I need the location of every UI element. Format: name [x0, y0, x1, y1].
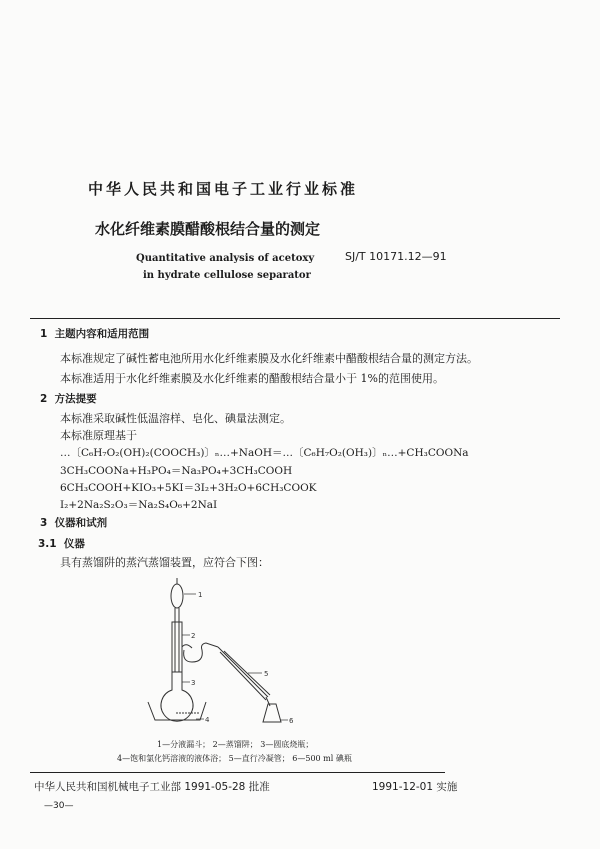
separatory-funnel: [171, 584, 183, 608]
section-1-para-2: 本标准适用于水化纤维素膜及水化纤维素的醋酸根结合量小于 1%的范围使用。: [60, 372, 444, 385]
section-3-1-heading: 3.1 仪器: [38, 538, 85, 550]
figure-caption-line1: 1—分液漏斗； 2—蒸馏阱； 3—圆底烧瓶；: [157, 740, 314, 749]
condenser: [218, 647, 270, 700]
label-3: 3: [191, 679, 196, 687]
label-2: 2: [191, 632, 196, 640]
equation-3: 6CH₃COOH+KIO₃+5KI＝3I₂+3H₂O+6CH₃COOK: [60, 482, 317, 494]
section-3-heading: 3 仪器和试剂: [40, 517, 108, 529]
distillation-trap: [182, 643, 218, 662]
approval-line: 中华人民共和国机械电子工业部 1991-05-28 批准: [34, 781, 270, 793]
label-5: 5: [264, 670, 269, 678]
label-6: 6: [289, 717, 294, 725]
effective-date: 1991-12-01 实施: [372, 781, 458, 793]
figure-caption-line2: 4—饱和氯化钙溶液的液体浴； 5—直行冷凝管； 6—500 ml 碘瓶: [117, 754, 352, 763]
section-2-para-2: 本标准原理基于: [60, 429, 137, 442]
round-bottom-flask: [161, 672, 196, 721]
section-1-para-1: 本标准规定了碱性蓄电池所用水化纤维素膜及水化纤维素中醋酸根结合量的测定方法。: [60, 352, 478, 365]
equation-2: 3CH₃COONa+H₃PO₄＝Na₃PO₄+3CH₃COOH: [60, 465, 293, 477]
equation-1: …〔C₆H₇O₂(OH)₂(COOCH₃)〕ₙ…+NaOH＝…〔C₆H₇O₂(OH₃)〕ₙ…+CH₃COONa: [60, 447, 469, 459]
section-2-heading: 2 方法提要: [40, 393, 97, 405]
title-en-line2: in hydrate cellulose separator: [143, 270, 311, 281]
section-2-para-1: 本标准采取碱性低温溶样、皂化、碘量法测定。: [60, 412, 291, 425]
liquid-bath: [148, 702, 206, 720]
title-cn: 水化纤维素膜醋酸根结合量的测定: [95, 220, 321, 238]
org-standard-heading: 中华人民共和国电子工业行业标准: [88, 180, 359, 198]
iodine-flask: [263, 704, 281, 722]
footer-rule: [30, 772, 445, 773]
section-3-1-para: 具有蒸馏阱的蒸汽蒸馏装置，应符合下图：: [60, 556, 269, 569]
page-number: —30—: [44, 801, 74, 811]
label-4: 4: [205, 716, 210, 724]
section-1-heading: 1 主题内容和适用范围: [40, 328, 150, 340]
standard-number: SJ/T 10171.12—91: [345, 250, 447, 263]
distillation-tube: [172, 622, 182, 672]
label-1: 1: [198, 591, 203, 599]
title-en-line1: Quantitative analysis of acetoxy: [136, 253, 315, 264]
equation-4: I₂+2Na₂S₂O₃＝Na₂S₄O₆+2NaI: [60, 499, 218, 511]
